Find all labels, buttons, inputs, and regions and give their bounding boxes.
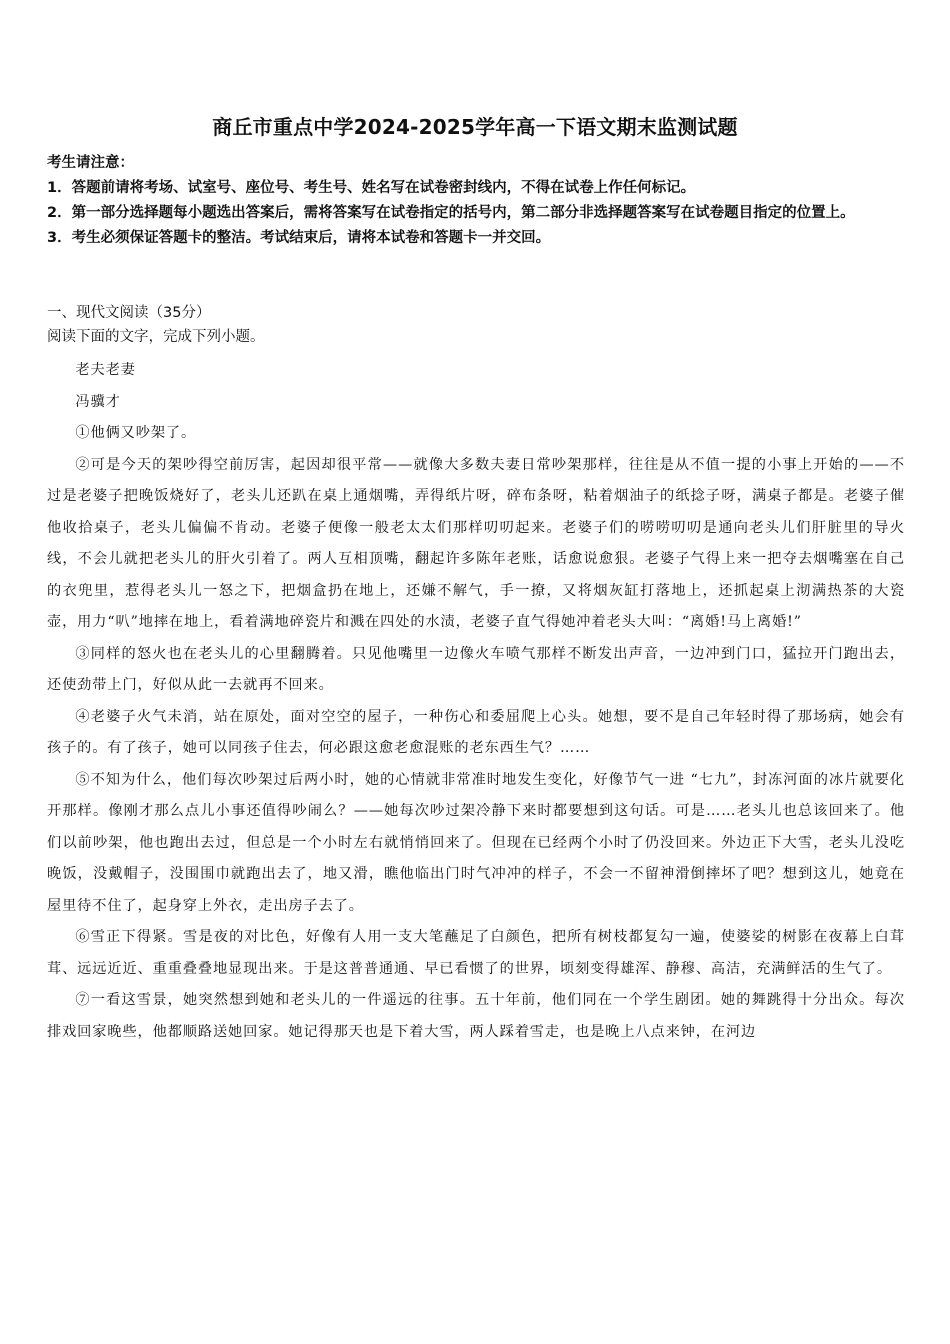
article-paragraph: ⑥雪正下得紧。雪是夜的对比色，好像有人用一支大笔蘸足了白颜色，把所有树枝都复勾一遍，使婆娑的树影在夜幕上白茸茸、远远近近、重重叠叠地显现出来。于是这普普通通、早已看惯了的世界，顷刻变得雄浑、静穆、高洁，充满鲜活的生气了。 bbox=[47, 929, 905, 977]
article-paragraph: ⑦一看这雪景，她突然想到她和老头儿的一件遥远的往事。五十年前，他们同在一个学生剧团。她的舞跳得十分出众。每次排戏回家晚些，他都顺路送她回家。她记得那天也是下着大雪，两人踩着雪走，也是晚上八点来钟，在河边 bbox=[47, 992, 905, 1040]
reading-instruction: 阅读下面的文字，完成下列小题。 bbox=[47, 329, 265, 345]
notice-item: 1．答题前请将考场、试室号、座位号、考生号、姓名写在试卷密封线内，不得在试卷上作任何标记。 bbox=[47, 180, 696, 196]
article-paragraph: ④老婆子火气未消，站在原处，面对空空的屋子，一种伤心和委屈爬上心头。她想，要不是自己年轻时得了那场病，她会有孩子的。有了孩子，她可以同孩子住去，何必跟这愈老愈混账的老东西生气？…… bbox=[47, 708, 905, 756]
section-title: 一、现代文阅读（35分） bbox=[47, 305, 211, 321]
article-author: 冯骥才 bbox=[75, 393, 121, 410]
notice-item: 2．第一部分选择题每小题选出答案后，需将答案写在试卷指定的括号内，第二部分非选择题答案写在试卷题目指定的位置上。 bbox=[47, 205, 855, 221]
page-title: 商丘市重点中学2024-2025学年高一下语文期末监测试题 bbox=[212, 115, 738, 139]
article-paragraph: ①他俩又吵架了。 bbox=[75, 425, 197, 441]
exam-notice bbox=[47, 151, 907, 251]
article-paragraph: ⑤不知为什么，他们每次吵架过后两小时，她的心情就非常准时地发生变化，好像节气一进 “七九”，封冻河面的冰片就要化开那样。像刚才那么点儿小事还值得吵闹么？——她每次吵过架冷静下来时都要想到这句话。可是……老头儿也总该回来了。他们以前吵架，他也跑出去过，但总是一个小时左右就悄悄回来了。但现在已经两个小时了仍没回来。外边正下大雪，老头儿没吃晚饭，没戴帽子，没围围巾就跑出去了，地又滑，瞧他临出门时气冲冲的样子，不会一不留神滑倒摔坏了吧？想到这儿，她竟在屋里待不住了，起身穿上外衣，走出房子去了。 bbox=[47, 771, 905, 914]
notice-heading: 考生请注意： bbox=[47, 155, 134, 171]
article-paragraph: ③同样的怒火也在老头儿的心里翻腾着。只见他嘴里一边像火车喷气那样不断发出声音，一边冲到门口，猛拉开门跑出去，还使劲带上门，好似从此一去就再不回来。 bbox=[47, 645, 905, 693]
article-title: 老夫老妻 bbox=[75, 362, 136, 378]
notice-item: 3．考生必须保证答题卡的整洁。考试结束后，请将本试卷和答题卡一并交回。 bbox=[47, 230, 551, 246]
reading-article bbox=[47, 355, 905, 1048]
article-paragraph: ②可是今天的架吵得空前厉害，起因却很平常——就像大多数夫妻日常吵架那样，往往是从不值一提的小事上开始的——不过是老婆子把晚饭烧好了，老头儿还趴在桌上通烟嘴，弄得纸片呀，碎布条呀，粘着烟油子的纸捻子呀，满桌子都是。老婆子催他收拾桌子，老头儿偏偏不肯动。老婆子便像一般老太太们那样叨叨起来。老婆子们的唠唠叨叨是通向老头儿们肝脏里的导火线，不会儿就把老头儿的肝火引着了。两人互相顶嘴，翻起许多陈年老账，话愈说愈狠。老婆子气得上来一把夺去烟嘴塞在自己的衣兜里，惹得老头儿一怒之下，把烟盒扔在地上，还嫌不解气，手一撩，又将烟灰缸打落地上，还抓起桌上沏满热茶的大瓷壶，用力“叭”地摔在地上，看着满地碎瓷片和溅在四处的水渍，老婆子直气得她冲着老头大叫：“离婚!马上离婚!” bbox=[47, 456, 905, 630]
